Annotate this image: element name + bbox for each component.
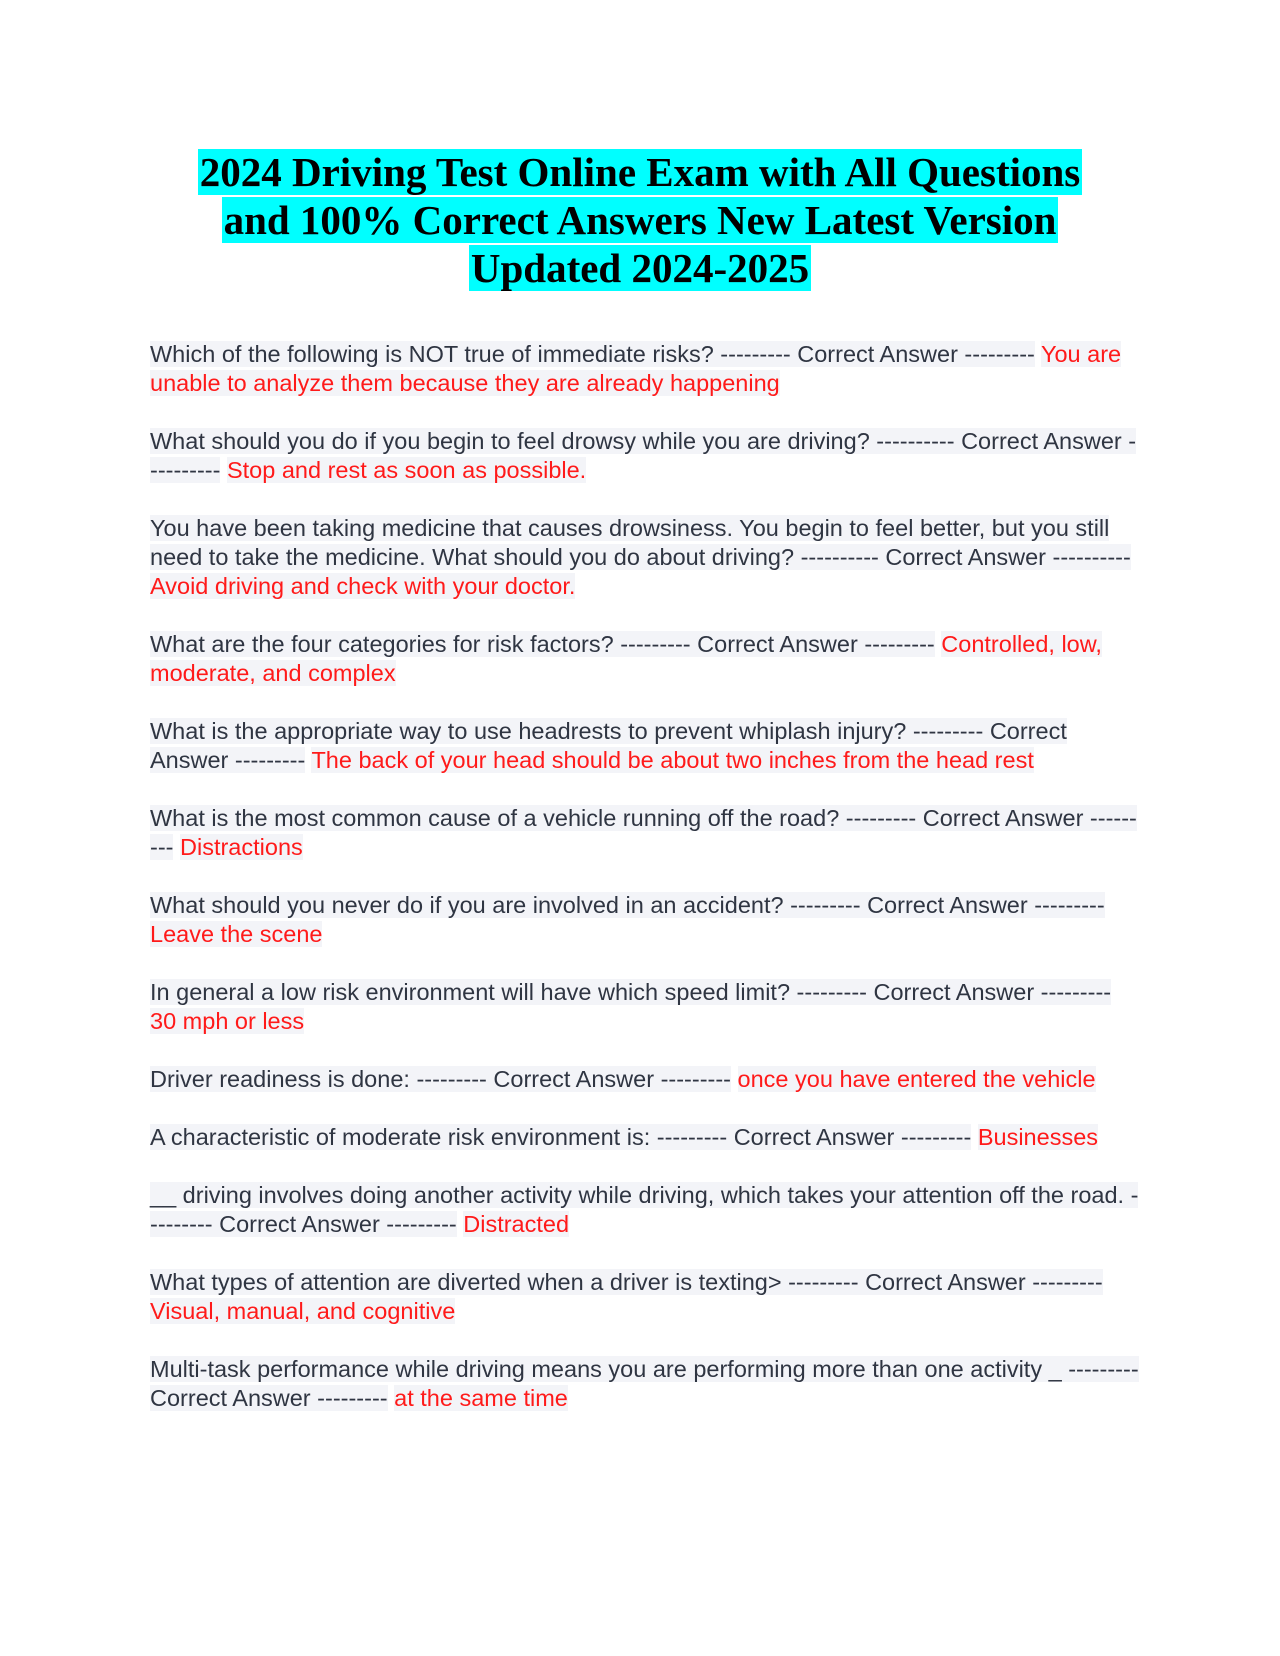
question-text: Which of the following is NOT true of immediate risks? --------- Correct Answer --------- bbox=[150, 341, 1035, 367]
qa-item bbox=[150, 1065, 1140, 1094]
answer-text: once you have entered the vehicle bbox=[737, 1066, 1096, 1092]
title-line bbox=[140, 244, 1140, 292]
answer-text: Distractions bbox=[180, 834, 303, 860]
qa-item bbox=[150, 630, 1140, 688]
question-text: Driver readiness is done: --------- Correct Answer --------- bbox=[150, 1066, 732, 1092]
question-text: What types of attention are diverted when a driver is texting> --------- Correct Answer --------- bbox=[150, 1269, 1103, 1295]
title-line-text: 2024 Driving Test Online Exam with All Questions bbox=[199, 149, 1081, 195]
qa-item bbox=[150, 514, 1140, 601]
qa-item bbox=[150, 891, 1140, 949]
title-line bbox=[140, 196, 1140, 244]
document-title bbox=[140, 148, 1140, 292]
qa-item bbox=[150, 804, 1140, 862]
answer-text: Businesses bbox=[977, 1124, 1099, 1150]
qa-item bbox=[150, 1181, 1140, 1239]
qa-item bbox=[150, 1123, 1140, 1152]
question-text: Multi-task performance while driving means you are performing more than one activity _ --------- Correct Answer --------- bbox=[150, 1356, 1139, 1411]
answer-text: Stop and rest as soon as possible. bbox=[226, 457, 587, 483]
question-text: In general a low risk environment will have which speed limit? --------- Correct Answer --------- bbox=[150, 979, 1112, 1005]
title-line bbox=[140, 148, 1140, 196]
question-text: What is the appropriate way to use headrests to prevent whiplash injury? --------- Correct Answer --------- bbox=[150, 718, 1067, 773]
answer-text: at the same time bbox=[394, 1385, 568, 1411]
question-text: What should you do if you begin to feel drowsy while you are driving? ---------- Correct Answer ---------- bbox=[150, 428, 1137, 483]
qa-item bbox=[150, 978, 1140, 1036]
answer-text: Distracted bbox=[463, 1211, 570, 1237]
qa-item bbox=[150, 340, 1140, 398]
title-line-text: and 100% Correct Answers New Latest Version bbox=[223, 197, 1057, 243]
question-text: What is the most common cause of a vehicle running off the road? --------- Correct Answer --------- bbox=[150, 805, 1137, 860]
qa-item bbox=[150, 427, 1140, 485]
answer-text: 30 mph or less bbox=[150, 1008, 305, 1034]
answer-text: Leave the scene bbox=[150, 921, 323, 947]
question-text: A characteristic of moderate risk environment is: --------- Correct Answer --------- bbox=[150, 1124, 972, 1150]
answer-text: Controlled, low, moderate, and complex bbox=[150, 631, 1102, 686]
question-text: __ driving involves doing another activity while driving, which takes your attention off the road. --------- Correct Answer --------- bbox=[150, 1182, 1139, 1237]
answer-text: Avoid driving and check with your doctor. bbox=[150, 573, 576, 599]
qa-item bbox=[150, 1268, 1140, 1326]
answer-text: The back of your head should be about two inches from the head rest bbox=[311, 747, 1034, 773]
question-text: You have been taking medicine that causes drowsiness. You begin to feel better, but you still need to take the medicine. What should you do about driving? ---------- Correct Answer ---------- bbox=[150, 515, 1131, 570]
answer-text: Visual, manual, and cognitive bbox=[150, 1298, 456, 1324]
question-text: What should you never do if you are involved in an accident? --------- Correct Answer --------- bbox=[150, 892, 1105, 918]
question-text: What are the four categories for risk factors? --------- Correct Answer --------- bbox=[150, 631, 935, 657]
title-line-text: Updated 2024-2025 bbox=[470, 245, 810, 291]
qa-item bbox=[150, 1355, 1140, 1413]
qa-item bbox=[150, 717, 1140, 775]
question-answer-list bbox=[150, 340, 1140, 1442]
answer-text: You are unable to analyze them because they are already happening bbox=[150, 341, 1122, 396]
